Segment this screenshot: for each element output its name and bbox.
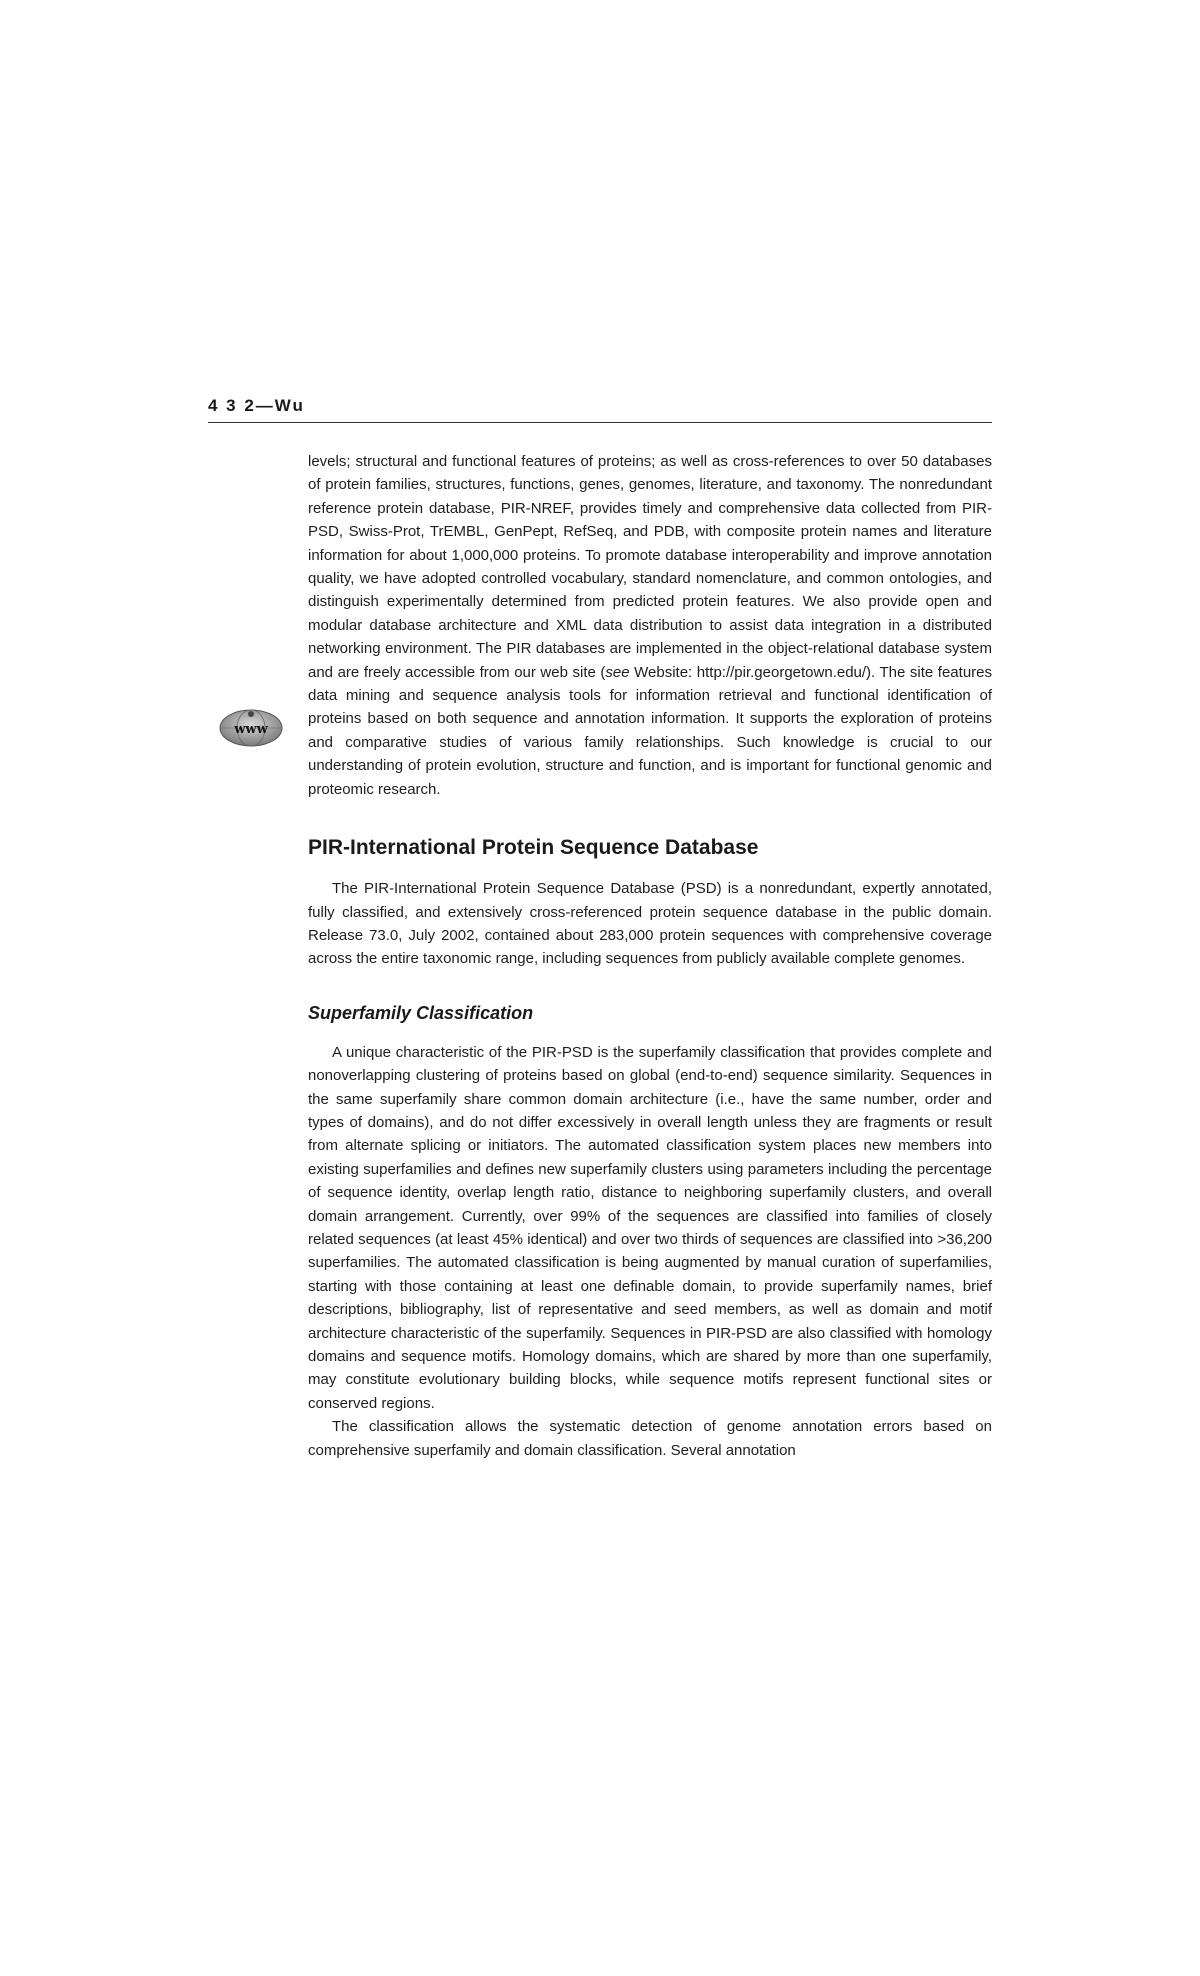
subsection-heading: Superfamily Classification [308,1002,534,1023]
classification-paragraph: The classification allows the systematic detection of genome annotation errors based on comprehensive superfamily and domain classification. Several annotation [308,1418,992,1459]
www-icon [218,708,284,748]
www-icon-label: www [234,722,268,737]
running-head [208,396,992,423]
page-number-author: 4 3 2—Wu [208,396,305,415]
www-globe-icon [218,708,284,748]
page-body [308,450,992,1462]
section-heading: PIR-International Protein Sequence Database [308,836,759,860]
intro-paragraph: levels; structural and functional features of proteins; as well as cross-references to over 50 databases of protein families, structures, functions, genes, genomes, literature, and taxonomy. The nonredundant reference protein database, PIR-NREF, provides timely and comprehensive data collected from PIR-PSD, Swiss-Prot, TrEMBL, GenPept, RefSeq, and PDB, with composite protein names and literature information for about 1,000,000 proteins. To promote database interoperability and improve annotation quality, we have adopted controlled vocabulary, standard nomenclature, and common ontologies, and distinguish experimentally determined from predicted protein features. We also provide open and modular database architecture and XML data distribution to assist data integration in a distributed networking environment. The PIR databases are implemented in the object-relational database system and are freely accessible from our web site (see Website: http://pir.georgetown.edu/). The site features data mining and sequence analysis tools for information retrieval and functional identification of proteins based on both sequence and annotation information. It supports the exploration of proteins and comparative studies of various family relationships. Such knowledge is crucial to our understanding of protein evolution, structure and function, and is important for functional genomic and proteomic research. [308,453,992,798]
superfamily-paragraph: A unique characteristic of the PIR-PSD is the superfamily classification that provides complete and nonoverlapping clustering of proteins based on global (end-to-end) sequence similarity. Sequences in the same superfamily share common domain architecture (i.e., have the same number, order and types of domains), and do not differ excessively in overall length unless they are fragments or result from alternate splicing or initiators. The automated classification system places new members into existing superfamilies and defines new superfamily clusters using parameters including the percentage of sequence identity, overlap length ratio, distance to neighboring superfamily clusters, and overall domain arrangement. Currently, over 99% of the sequences are classified into families of closely related sequences (at least 45% identical) and over two thirds of sequences are classified into >36,200 superfamilies. The automated classification is being augmented by manual curation of superfamilies, starting with those containing at least one definable domain, to provide superfamily names, brief descriptions, bibliography, list of representative and seed members, as well as domain and motif architecture characteristic of the superfamily. Sequences in PIR-PSD are also classified with homology domains and sequence motifs. Homology domains, which are shared by more than one superfamily, may constitute evolutionary building blocks, while sequence motifs represent functional sites or conserved regions. [308,1043,992,1412]
psd-paragraph: The PIR-International Protein Sequence Database (PSD) is a nonredundant, expertly annotated, fully classified, and extensively cross-referenced protein sequence database in the public domain. Release 73.0, July 2002, contained about 283,000 protein sequences with comprehensive coverage across the entire taxonomic range, including sequences from publicly available complete genomes. [308,880,992,968]
